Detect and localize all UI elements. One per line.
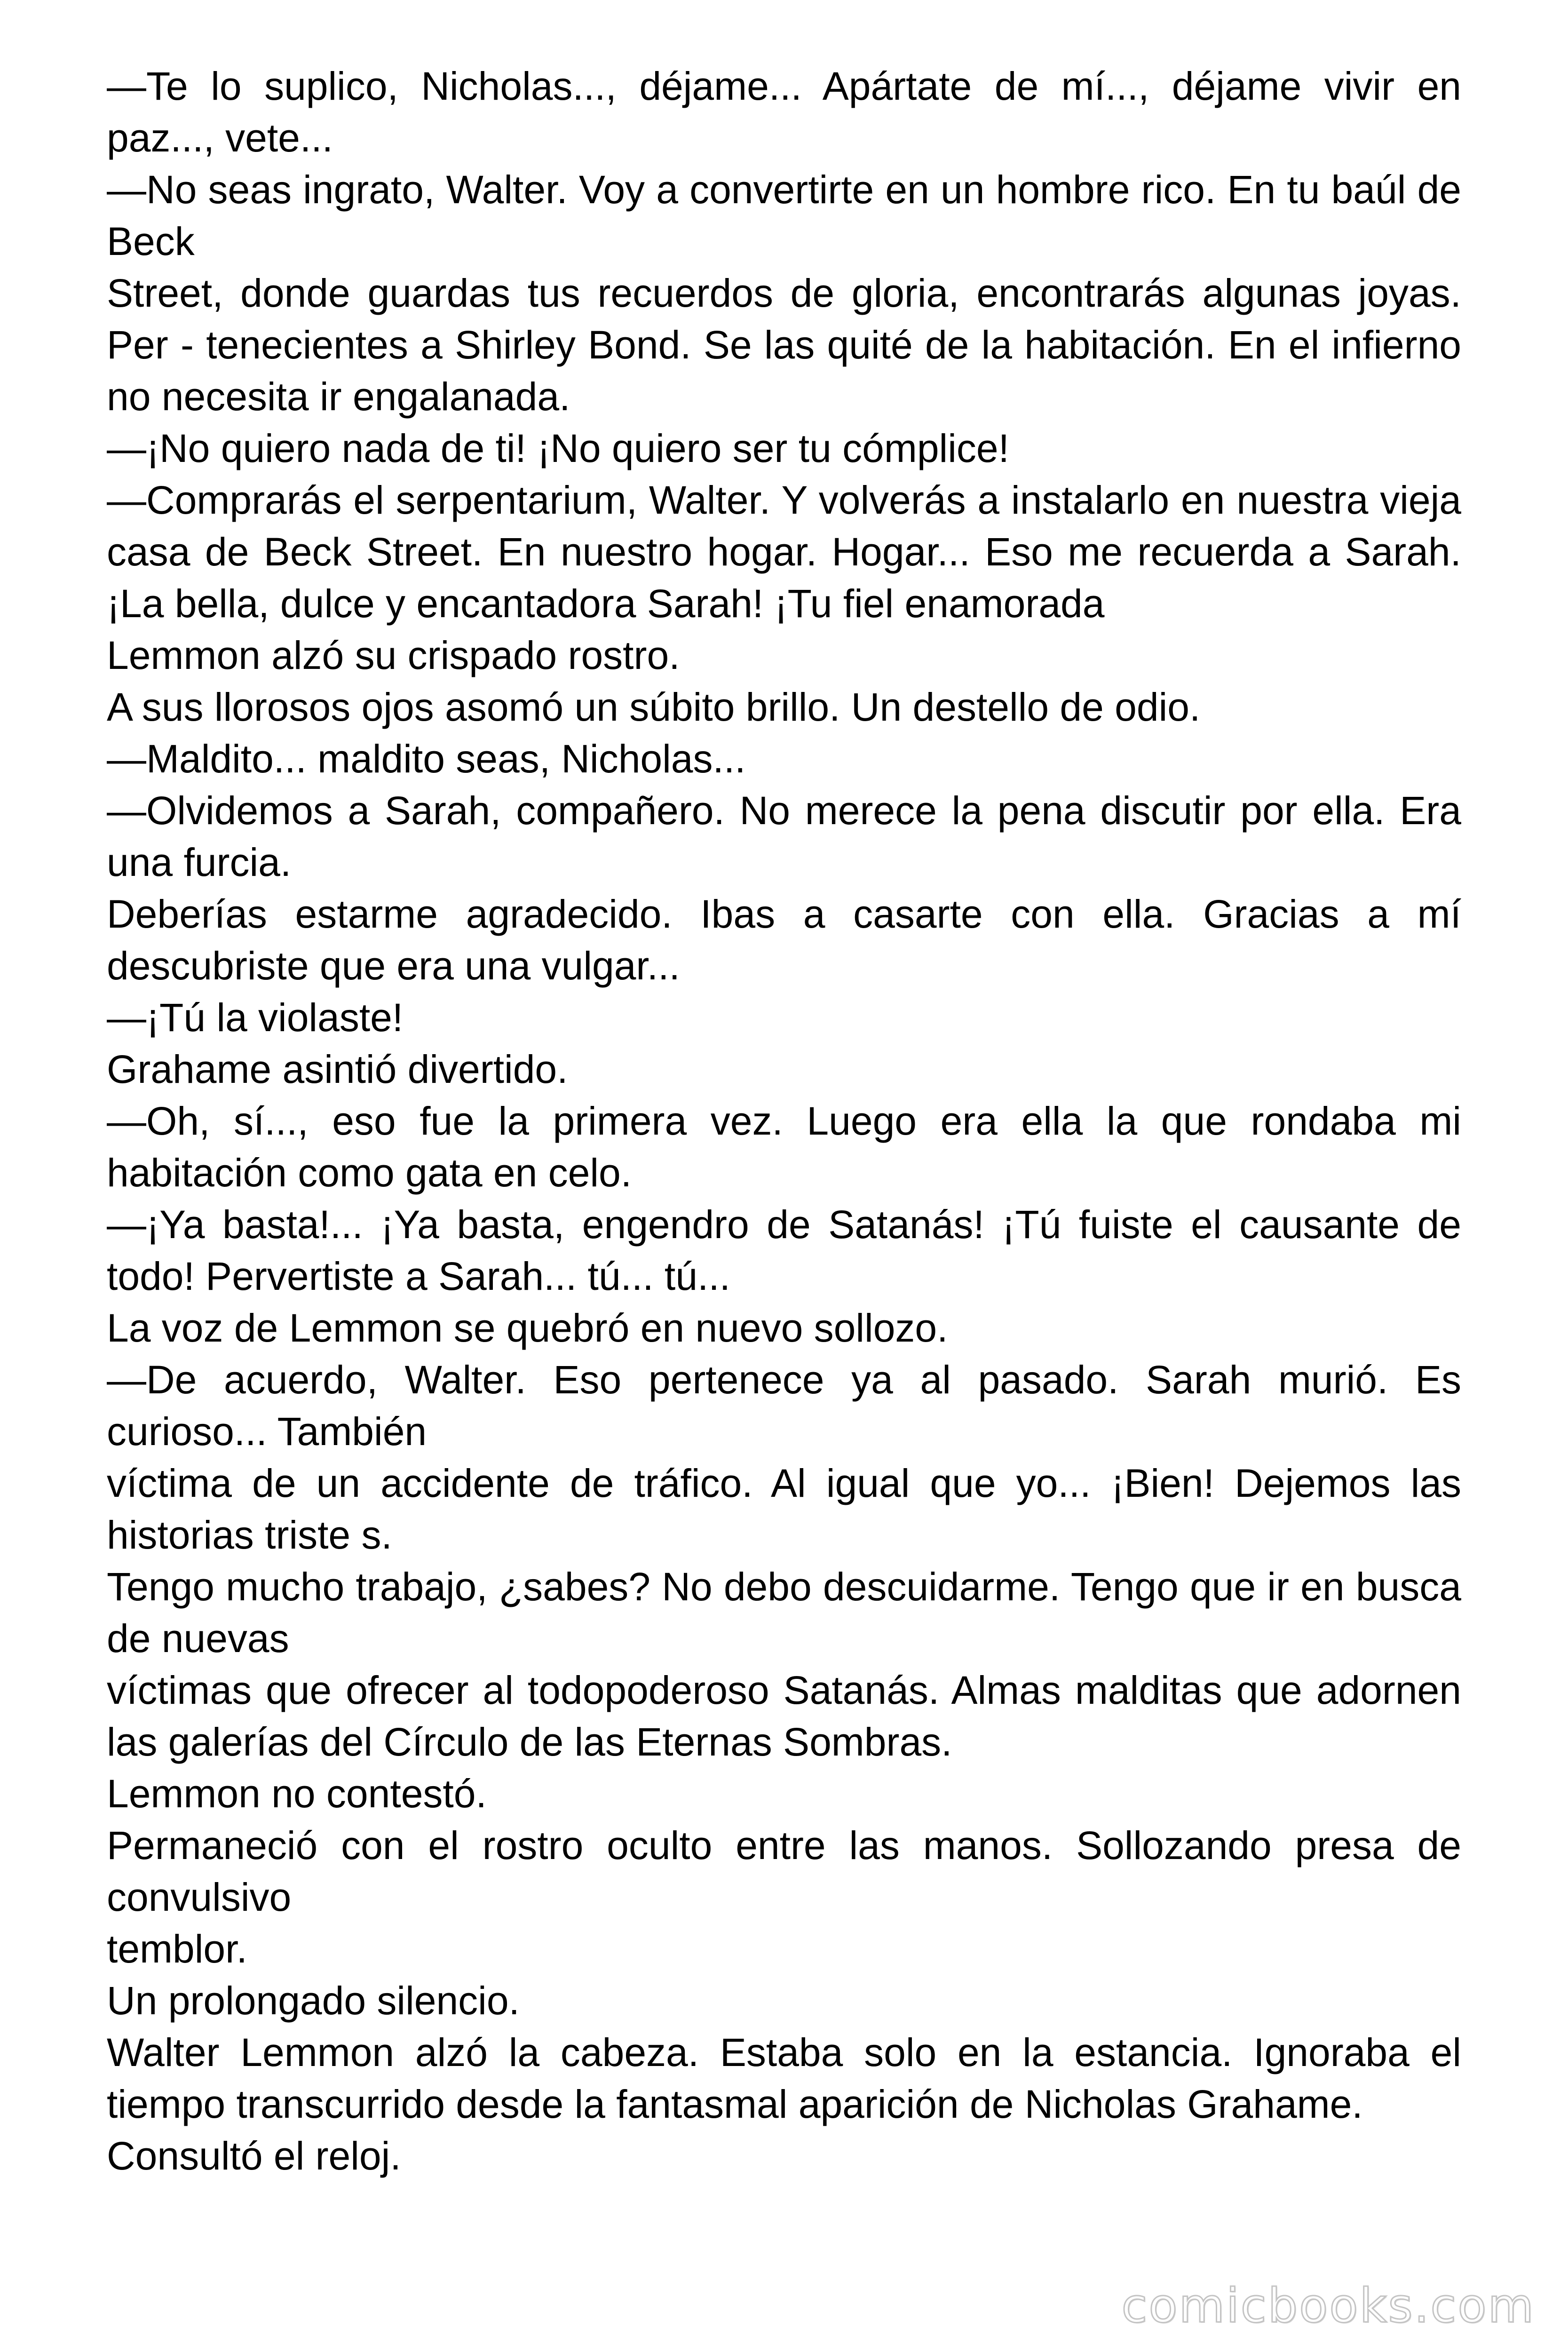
paragraph-8: —Maldito... maldito seas, Nicholas... — [107, 737, 746, 781]
paragraph-9: —Olvidemos a Sarah, compañero. No merece la pena discutir por ella. Era una furcia. — [107, 788, 1461, 884]
paragraph-22: temblor. — [107, 1927, 247, 1971]
watermark-logo: comicbooks.com — [1121, 2278, 1535, 2333]
paragraph-23: Un prolongado silencio. — [107, 1979, 520, 2023]
paragraph-19: víctimas que ofrecer al todopoderoso Satanás. Almas malditas que adornen las galerías del Círculo de las Eternas Sombras. — [107, 1668, 1461, 1764]
paragraph-18: Tengo mucho trabajo, ¿sabes? No debo descuidarme. Tengo que ir en busca de nuevas — [107, 1565, 1461, 1661]
paragraph-2: —No seas ingrato, Walter. Voy a convertirte en un hombre rico. En tu baúl de Beck — [107, 167, 1461, 263]
paragraph-24: Walter Lemmon alzó la cabeza. Estaba solo en la estancia. Ignoraba el tiempo transcurrido desde la fantasmal aparición de Nicholas Grahame. — [107, 2030, 1461, 2126]
paragraph-13: —Oh, sí..., eso fue la primera vez. Luego era ella la que rondaba mi habitación como gata en celo. — [107, 1099, 1461, 1195]
paragraph-7: A sus llorosos ojos asomó un súbito brillo. Un destello de odio. — [107, 685, 1201, 729]
paragraph-5: —Comprarás el serpentarium, Walter. Y volverás a instalarlo en nuestra vieja casa de Beck Street. En nuestro hogar. Hogar... Eso me recuerda a Sarah. ¡La bella, dulce y encantadora Sarah! ¡Tu fiel enamorada — [107, 478, 1461, 626]
paragraph-16: —De acuerdo, Walter. Eso pertenece ya al pasado. Sarah murió. Es curioso... También — [107, 1358, 1461, 1454]
paragraph-20: Lemmon no contestó. — [107, 1772, 487, 1816]
paragraph-1: —Te lo suplico, Nicholas..., déjame... Apártate de mí..., déjame vivir en paz..., vete... — [107, 64, 1461, 160]
paragraph-10: Deberías estarme agradecido. Ibas a casarte con ella. Gracias a mí descubriste que era una vulgar... — [107, 892, 1461, 988]
paragraph-15: La voz de Lemmon se quebró en nuevo sollozo. — [107, 1306, 948, 1350]
paragraph-14: —¡Ya basta!... ¡Ya basta, engendro de Satanás! ¡Tú fuiste el causante de todo! Pervertiste a Sarah... tú... tú... — [107, 1202, 1461, 1298]
paragraph-21: Permaneció con el rostro oculto entre las manos. Sollozando presa de convulsivo — [107, 1823, 1461, 1919]
paragraph-11: —¡Tú la violaste! — [107, 995, 404, 1040]
paragraph-3: Street, donde guardas tus recuerdos de gloria, encontrarás algunas joyas. Per - tenecientes a Shirley Bond. Se las quité de la habitación. En el infierno no necesita ir engalanada. — [107, 271, 1461, 419]
paragraph-25: Consultó el reloj. — [107, 2134, 401, 2178]
paragraph-4: —¡No quiero nada de ti! ¡No quiero ser tu cómplice! — [107, 426, 1009, 470]
paragraph-12: Grahame asintió divertido. — [107, 1047, 568, 1091]
paragraph-17: víctima de un accidente de tráfico. Al igual que yo... ¡Bien! Dejemos las historias triste s. — [107, 1461, 1461, 1557]
page-text — [107, 60, 1461, 2182]
paragraph-6: Lemmon alzó su crispado rostro. — [107, 633, 680, 677]
